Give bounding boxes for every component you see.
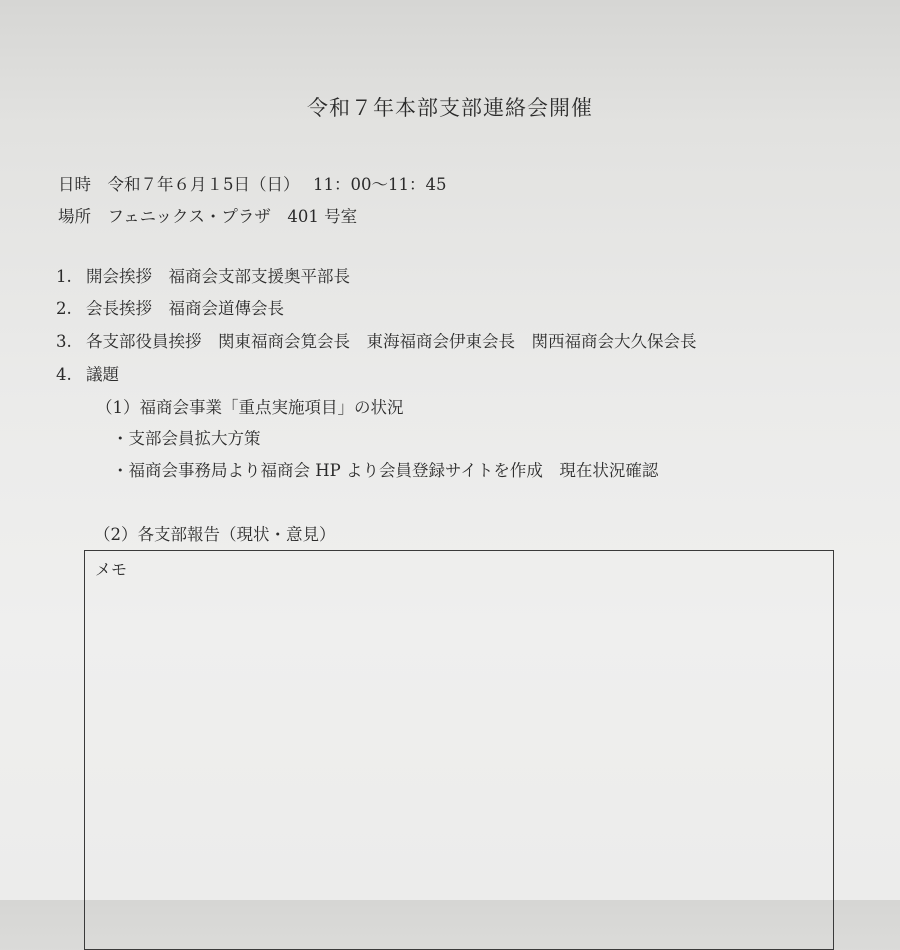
agenda-item-2: 会長挨拶 福商会道傳会長: [86, 299, 284, 318]
agenda-subitem-2: （2）各支部報告（現状・意見）: [94, 525, 336, 544]
meeting-datetime: 日時 令和７年６月１5日（日） 11：00〜11：45: [58, 175, 447, 194]
memo-label: メモ: [95, 560, 128, 579]
agenda-bullet-1: ・支部会員拡大方策: [112, 429, 261, 448]
agenda-number-1: 1.: [56, 267, 72, 286]
agenda-item-4: 議題: [86, 365, 119, 384]
agenda-subitem-1: （1）福商会事業「重点実施項目」の状況: [96, 398, 404, 417]
agenda-item-3: 各支部役員挨拶 関東福商会筧会長 東海福商会伊東会長 関西福商会大久保会長: [86, 332, 697, 351]
agenda-number-2: 2.: [56, 299, 72, 318]
memo-box: [84, 550, 834, 950]
agenda-item-1: 開会挨拶 福商会支部支援奥平部長: [86, 267, 350, 286]
agenda-number-3: 3.: [56, 332, 72, 351]
meeting-place: 場所 フェニックス・プラザ 401 号室: [58, 207, 358, 226]
agenda-bullet-2: ・福商会事務局より福商会 HP より会員登録サイトを作成 現在状況確認: [112, 461, 659, 480]
agenda-number-4: 4.: [56, 365, 72, 384]
document-title: 令和７年本部支部連絡会開催: [307, 96, 593, 120]
